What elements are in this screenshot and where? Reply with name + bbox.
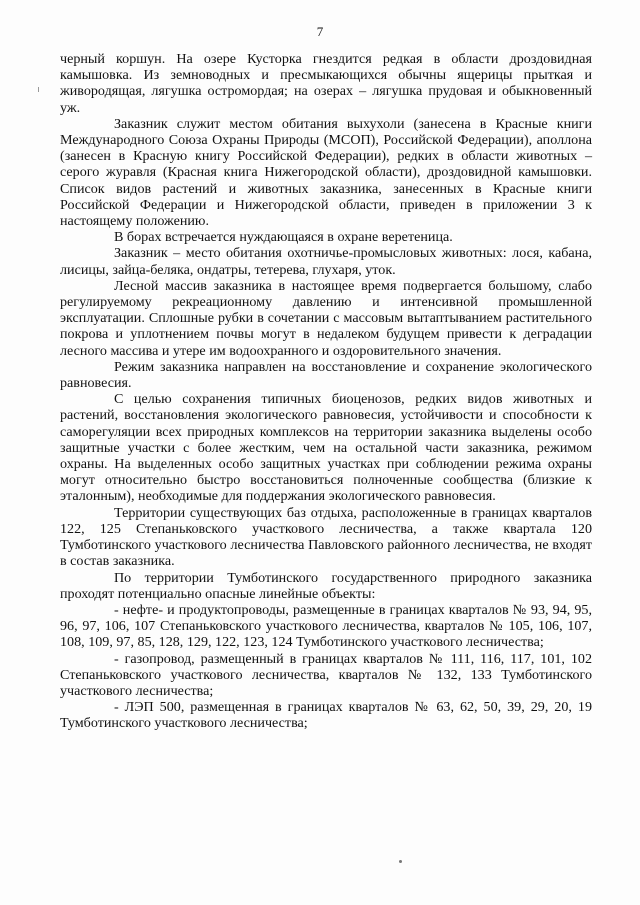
paragraph: Лесной массив заказника в настоящее время подвергается большому, слабо регулируемому рекреационному давлению и интенсивной промышленной эксплуатации. Сплошные рубки в сочетании с массовым вытаптыванием растительного покрова и уплотнением почвы могут в недалеком будущем привести к деградации лесного массива и утере им водоохранного и оздоровительного значения. — [60, 277, 592, 359]
paragraph: В борах встречается нуждающаяся в охране веретеница. — [114, 229, 453, 246]
list-item: - газопровод, размещенный в границах кварталов № 111, 116, 117, 101, 102 Степаньковского участкового лесничества, кварталов № 132, 133 Тумботинского участкового лесничества; — [60, 650, 592, 699]
paragraph: Заказник служит местом обитания выхухоли (занесена в Красные книги Международного Союза Охраны Природы (МСОП), Российской Федерации), аполлона (занесен в Красную книгу Российской Федерации), редких в области животных – серого журавля (Красная книга Нижегородской области), дроздовидной камышовки. Список видов растений и животных заказника, занесенных в Красные книги Российской Федерации и Нижегородской области, приведен в приложении 3 к настоящему положению. — [60, 115, 592, 230]
paragraph: Режим заказника направлен на восстановление и сохранение экологического равновесия. — [60, 358, 592, 392]
paragraph: Территории существующих баз отдыха, расположенные в границах кварталов 122, 125 Степаньковского участкового лесничества, а также квартала 120 Тумботинского участкового лесничества Павловского районного лесничества, не входят в состав заказника. — [60, 504, 592, 570]
scan-artifact-dot — [399, 860, 402, 863]
paragraph: По территории Тумботинского государственного природного заказника проходят потенциально опасные линейные объекты: — [60, 569, 592, 602]
paragraph: черный коршун. На озере Кусторка гнездится редкая в области дроздовидная камышовка. Из земноводных и пресмыкающихся обычны ящерицы прыткая и живородящая, лягушка остромордая; на озерах – лягушка прудовая и обыкновенный уж. — [60, 51, 592, 116]
paragraph: С целью сохранения типичных биоценозов, редких видов животных и растений, восстановления экологического равновесия, устойчивости и способности к саморегуляции всех природных комплексов на территории заказника выделены особо защитные участки с более жестким, чем на остальной части заказника, режимом охраны. На выделенных особо защитных участках при соблюдении режима охраны могут относительно быстро восстановиться полноченные сообщества (близкие к эталонным), необходимые для поддержания экологического равновесия. — [60, 391, 592, 505]
page-number: 7 — [316, 24, 324, 39]
list-item: - нефте- и продуктопроводы, размещенные в границах кварталов № 93, 94, 95, 96, 97, 106, 107 Степаньковского участкового лесничества, кварталов № 105, 106, 107, 108, 109, 97, 85, 128, 129, 122, 123, 124 Тумботинского участкового лесничества; — [60, 601, 592, 651]
scan-artifact-mark — [38, 87, 39, 92]
list-item: - ЛЭП 500, размещенная в границах кварталов № 63, 62, 50, 39, 29, 20, 19 Тумботинского участкового лесничества; — [60, 699, 592, 732]
document-body — [60, 51, 592, 732]
paragraph: Заказник – место обитания охотничье-промысловых животных: лося, кабана, лисицы, зайца-беляка, ондатры, тетерева, глухаря, уток. — [60, 245, 592, 278]
